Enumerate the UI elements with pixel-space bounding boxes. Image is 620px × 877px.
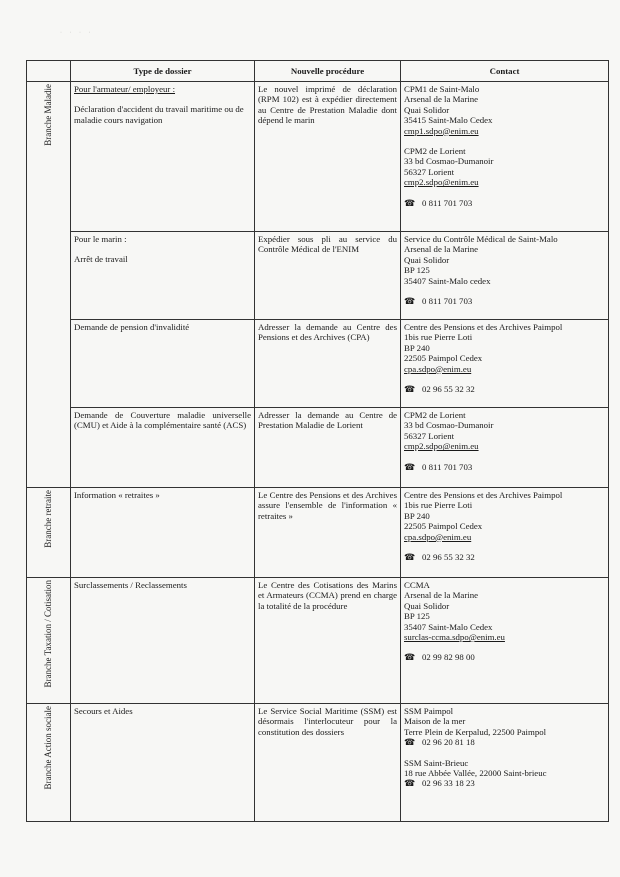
- contact-line: 35407 Saint-Malo cedex: [404, 275, 491, 286]
- branch-action-sociale-cell: [27, 704, 71, 822]
- type-detail: Déclaration d'accident du travail maritime ou de maladie cours navigation: [74, 104, 244, 125]
- type-cell: Surclassements / Reclassements: [71, 578, 255, 704]
- procedure-cell: Le nouvel imprimé de déclaration (RPM 102) est à expédier directement au Centre de Prestation Maladie dont dépend le marin: [255, 82, 401, 232]
- type-cell: [71, 232, 255, 320]
- phone-icon: ☎: [404, 296, 416, 307]
- contact-cell: [401, 704, 609, 822]
- contact-cell: [401, 232, 609, 320]
- branch-maladie-cell: [27, 82, 71, 488]
- contact-email[interactable]: surclas-ccma.sdpo@enim.eu: [404, 632, 505, 643]
- contact-cell: [401, 488, 609, 578]
- procedure-cell: Adresser la demande au Centre de Prestation Maladie de Lorient: [255, 408, 401, 488]
- contact-phone: [404, 198, 605, 208]
- contact-line: 1bis rue Pierre Loti: [404, 500, 473, 511]
- contact-phone: [404, 296, 605, 306]
- phone-icon: ☎: [404, 652, 416, 663]
- contact-phone: [404, 778, 605, 788]
- procedure-table: [26, 60, 609, 822]
- contact-name: Service du Contrôle Médical de Saint-Malo: [404, 234, 558, 244]
- phone-icon: ☎: [404, 552, 416, 563]
- header-blank: [27, 61, 71, 82]
- contact-email[interactable]: cpa.sdpo@enim.eu: [404, 531, 472, 542]
- contact-line: 35407 Saint-Malo Cedex: [404, 621, 493, 632]
- phone-number: 0 811 701 703: [422, 461, 473, 472]
- type-cell: Secours et Aides: [71, 704, 255, 822]
- contact-phone: [404, 462, 605, 472]
- table-row: [27, 488, 609, 578]
- type-intro: Pour l'armateur/ employeur :: [74, 84, 176, 94]
- contact-cell: [401, 578, 609, 704]
- contact-phone: [404, 552, 605, 562]
- phone-number: 02 96 20 81 18: [422, 737, 475, 748]
- contact-line: 35415 Saint-Malo Cedex: [404, 115, 493, 126]
- branch-action-sociale-label: Branche Action sociale: [43, 706, 53, 790]
- contact-cell: [401, 408, 609, 488]
- phone-number: 0 811 701 703: [422, 296, 473, 307]
- phone-number: 02 96 55 32 32: [422, 384, 475, 395]
- branch-retraite-cell: [27, 488, 71, 578]
- contact-line: Arsenal de la Marine: [404, 94, 479, 105]
- table-row: [27, 320, 609, 408]
- contact-line: 22505 Paimpol Cedex: [404, 353, 483, 364]
- contact-email[interactable]: cmp1.sdpo@enim.eu: [404, 125, 479, 136]
- procedure-cell: Le Centre des Cotisations des Marins et Armateurs (CCMA) prend en charge la totalité de la procédure: [255, 578, 401, 704]
- contact-line: Arsenal de la Marine: [404, 244, 479, 255]
- phone-number: 02 99 82 98 00: [422, 652, 475, 663]
- phone-icon: ☎: [404, 197, 416, 208]
- procedure-cell: Expédier sous pli au service du Contrôle Médical de l'ENIM: [255, 232, 401, 320]
- type-cell: [71, 82, 255, 232]
- phone-icon: ☎: [404, 384, 416, 395]
- phone-number: 02 96 55 32 32: [422, 552, 475, 563]
- contact-name: Centre des Pensions et des Archives Paimpol: [404, 490, 563, 500]
- contact-line: BP 125: [404, 611, 430, 622]
- type-cell: Demande de Couverture maladie universelle (CMU) et Aide à la complémentaire santé (ACS): [71, 408, 255, 488]
- contact-cell: [401, 82, 609, 232]
- contact-line: Quai Solidor: [404, 104, 450, 115]
- phone-icon: ☎: [404, 737, 416, 748]
- contact-line: BP 240: [404, 510, 430, 521]
- contact-line: Arsenal de la Marine: [404, 590, 479, 601]
- header-contact: Contact: [401, 61, 609, 82]
- contact-name: Centre des Pensions et des Archives Paimpol: [404, 322, 563, 332]
- contact-line: Quai Solidor: [404, 254, 450, 265]
- contact-line: Quai Solidor: [404, 600, 450, 611]
- contact-phone: [404, 737, 605, 747]
- contact-line: BP 240: [404, 342, 430, 353]
- table-row: [27, 82, 609, 232]
- contact-phone: [404, 384, 605, 394]
- header-type: Type de dossier: [71, 61, 255, 82]
- contact-line: BP 125: [404, 265, 430, 276]
- scan-speck: · · · ·: [60, 30, 94, 36]
- type-cell: Information « retraites »: [71, 488, 255, 578]
- contact-name: CPM2 de Lorient: [404, 146, 466, 157]
- table-row: [27, 232, 609, 320]
- contact-line: Maison de la mer: [404, 716, 466, 727]
- contact-name: SSM Paimpol: [404, 706, 454, 716]
- procedure-cell: Le Service Social Maritime (SSM) est désormais l'interlocuteur pour la constitution des dossiers: [255, 704, 401, 822]
- contact-line: 33 bd Cosmao-Dumanoir: [404, 156, 494, 167]
- contact-email[interactable]: cmp2.sdpo@enim.eu: [404, 441, 479, 452]
- contact-email[interactable]: cpa.sdpo@enim.eu: [404, 363, 472, 374]
- branch-taxation-label: Branche Taxation / Cotisation: [43, 580, 53, 688]
- branch-taxation-cell: [27, 578, 71, 704]
- branch-retraite-label: Branche retraite: [43, 490, 53, 548]
- contact-line: 56327 Lorient: [404, 166, 455, 177]
- contact-name: CCMA: [404, 580, 430, 590]
- contact-phone: [404, 652, 605, 662]
- procedure-cell: Le Centre des Pensions et des Archives assure l'ensemble de l'information « retraites »: [255, 488, 401, 578]
- branch-maladie-label: Branche Maladie: [43, 84, 53, 146]
- type-detail: Arrêt de travail: [74, 254, 128, 265]
- phone-number: 02 96 33 18 23: [422, 778, 475, 789]
- contact-cell: [401, 320, 609, 408]
- phone-icon: ☎: [404, 461, 416, 472]
- contact-line: 22505 Paimpol Cedex: [404, 521, 483, 532]
- contact-line: 56327 Lorient: [404, 430, 455, 441]
- contact-name: CPM2 de Lorient: [404, 410, 466, 420]
- header-procedure: Nouvelle procédure: [255, 61, 401, 82]
- header-row: [27, 61, 609, 82]
- table-row: [27, 704, 609, 822]
- contact-line: 33 bd Cosmao-Dumanoir: [404, 420, 494, 431]
- contact-line: Terre Plein de Kerpalud, 22500 Paimpol: [404, 726, 547, 737]
- contact-name: CPM1 de Saint-Malo: [404, 84, 480, 94]
- contact-name: SSM Saint-Brieuc: [404, 757, 469, 768]
- type-cell: Demande de pension d'invalidité: [71, 320, 255, 408]
- contact-line: 18 rue Abbée Vallée, 22000 Saint-brieuc: [404, 768, 547, 779]
- contact-email[interactable]: cmp2.sdpo@enim.eu: [404, 177, 479, 188]
- table-row: [27, 578, 609, 704]
- procedure-cell: Adresser la demande au Centre des Pensions et des Archives (CPA): [255, 320, 401, 408]
- type-intro: Pour le marin :: [74, 234, 127, 244]
- phone-number: 0 811 701 703: [422, 197, 473, 208]
- phone-icon: ☎: [404, 778, 416, 789]
- contact-line: 1bis rue Pierre Loti: [404, 332, 473, 343]
- table-row: [27, 408, 609, 488]
